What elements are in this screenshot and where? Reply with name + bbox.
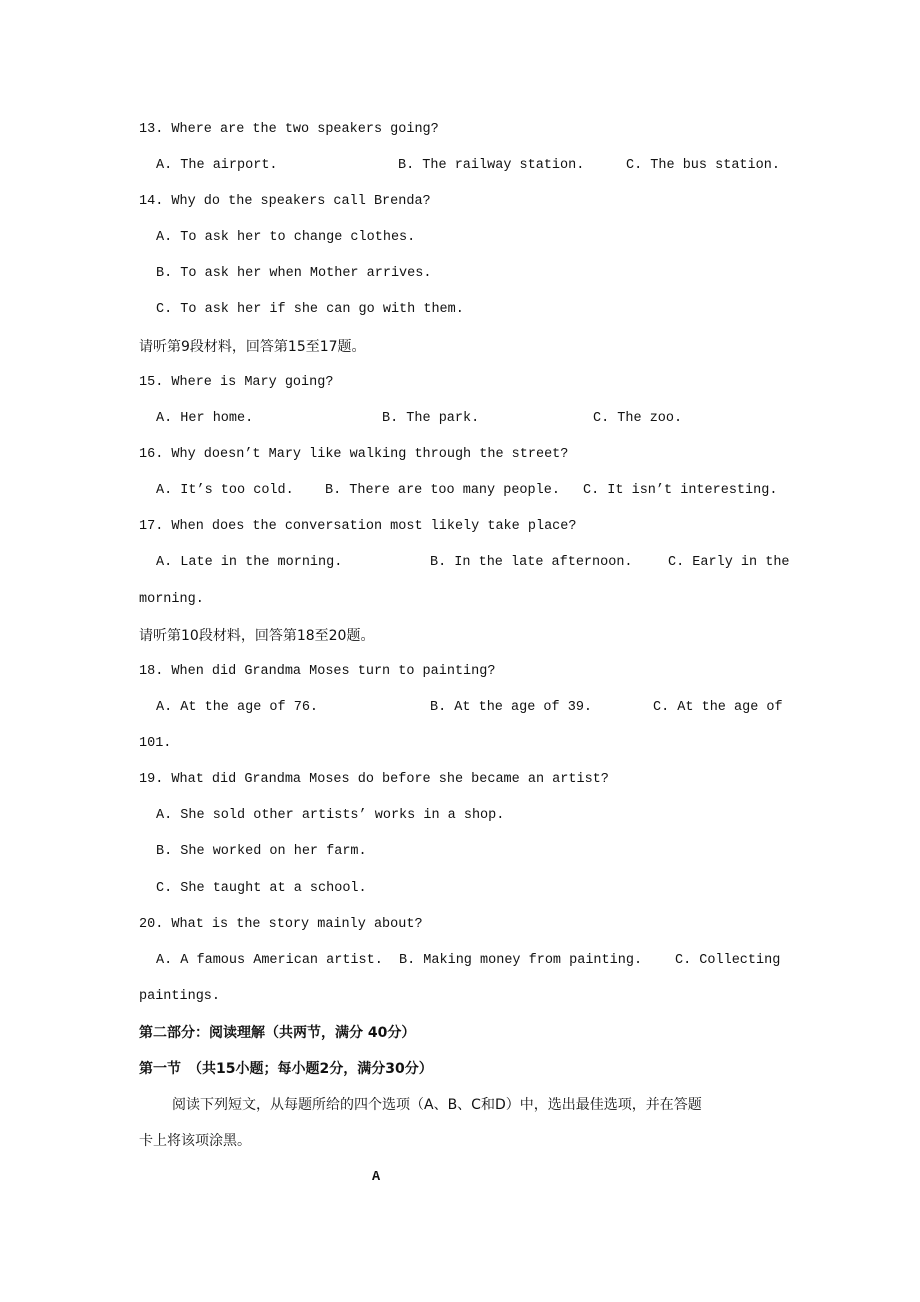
option-b: B. At the age of 39. (430, 700, 593, 715)
option-b: B. The park. (382, 411, 480, 426)
part-two-heading: 第二部分：阅读理解（共两节，满分 40分） (139, 1025, 416, 1041)
question-19: 19. What did Grandma Moses do before she became an artist? (139, 772, 609, 787)
directions: 阅读下列短文，从每题所给的四个选项（A、B、C和D）中，选出最佳选项，并在答题 (172, 1097, 702, 1113)
option-c-continued: paintings. (139, 989, 221, 1004)
question-18: 18. When did Grandma Moses turn to painting? (139, 664, 496, 679)
option-b: B. To ask her when Mother arrives. (156, 266, 432, 281)
question-17: 17. When does the conversation most likely take place? (139, 519, 577, 534)
option-a: A. At the age of 76. (156, 700, 319, 715)
question-20: 20. What is the story mainly about? (139, 917, 423, 932)
option-b: B. The railway station. (398, 158, 585, 173)
question-16: 16. Why doesn’t Mary like walking through the street? (139, 447, 569, 462)
option-c: C. It isn’t interesting. (583, 483, 778, 498)
option-c: C. Collecting (675, 953, 781, 968)
option-c: C. The bus station. (626, 158, 780, 173)
option-c: C. To ask her if she can go with them. (156, 302, 464, 317)
option-b: B. She worked on her farm. (156, 844, 367, 859)
option-c-continued: 101. (139, 736, 172, 751)
option-a: A. Her home. (156, 411, 254, 426)
directions-continued: 卡上将该项涂黑。 (139, 1133, 251, 1149)
instruction-9: 请听第9段材料，回答第15至17题。 (139, 339, 366, 355)
option-b: B. In the late afternoon. (430, 555, 633, 570)
option-a: A. It’s too cold. (156, 483, 294, 498)
option-c: C. The zoo. (593, 411, 683, 426)
option-b: B. Making money from painting. (399, 953, 643, 968)
option-a: A. She sold other artists’ works in a shop. (156, 808, 505, 823)
question-13: 13. Where are the two speakers going? (139, 122, 439, 137)
option-c-continued: morning. (139, 592, 204, 607)
option-c: C. At the age of (653, 700, 783, 715)
option-a: A. The airport. (156, 158, 278, 173)
passage-label: A (372, 1170, 381, 1185)
option-a: A. To ask her to change clothes. (156, 230, 416, 245)
instruction-10: 请听第10段材料，回答第18至20题。 (139, 628, 375, 644)
option-a: A. A famous American artist. (156, 953, 383, 968)
option-c: C. She taught at a school. (156, 881, 367, 896)
section-one-heading: 第一节 （共15小题；每小题2分，满分30分） (139, 1061, 433, 1077)
question-14: 14. Why do the speakers call Brenda? (139, 194, 431, 209)
question-15: 15. Where is Mary going? (139, 375, 334, 390)
option-b: B. There are too many people. (325, 483, 560, 498)
option-c: C. Early in the (668, 555, 790, 570)
option-a: A. Late in the morning. (156, 555, 343, 570)
